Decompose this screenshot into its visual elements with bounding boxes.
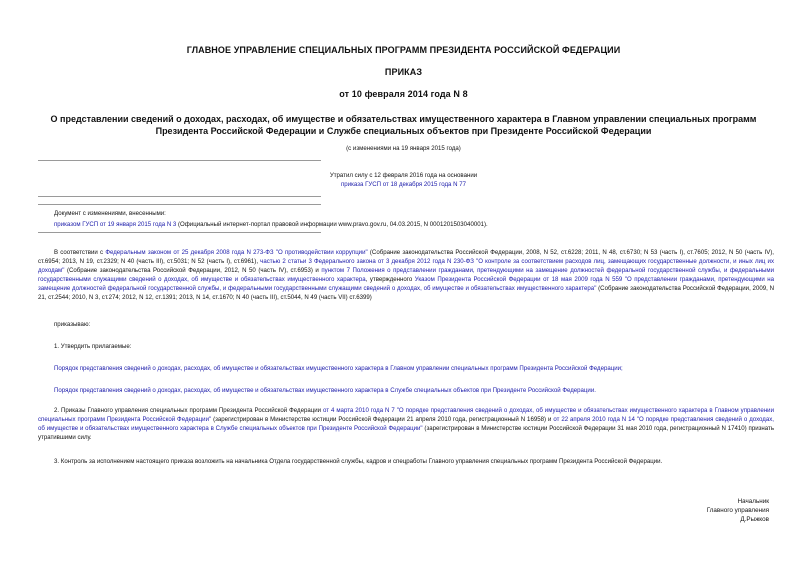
void-text: Утратил силу с 12 февраля 2016 года на основании — [329, 172, 478, 179]
preamble-text: (Собрание законодательства Российской Федерации, 2012, N 50 (часть IV), ст.6953) и — [64, 266, 322, 274]
preamble-text: (Собрание законодательства Российской Федерации, 2009, N 21, ст.2544; 2010, N 3, ст.274; 2012, N 12, ст.1391; 2013, N 14, ст.1670; N 40 (часть III), ст.5044, N 49 (часть VII) ст.6399) — [38, 284, 774, 301]
preamble-link-230fz[interactable]: частью 2 статьи 3 Федерального закона от 3 декабря 2012 года N 230-ФЗ "О контроле за соответствием расходов лиц, замещающих государственные должности, и иных лиц их доходам" — [38, 257, 774, 274]
preamble-text: , утвержденного — [365, 275, 415, 283]
signature-block — [707, 497, 769, 524]
signature-position: Начальник — [737, 498, 769, 505]
edition-note: (с изменениями на 19 января 2015 года) — [346, 145, 461, 152]
preamble — [38, 249, 774, 302]
preamble-link-regulation[interactable]: пунктом 7 Положения о представлении гражданами, претендующими на замещение должностей федеральной государственной службы, и федеральными государственными служащими сведений о доходах, об имуществе и обязательствах имущественного характера — [38, 266, 774, 283]
item-3: 3. Контроль за исполнением настоящего приказа возложить на начальника Отдела государственной службы, кадров и спецработы Главного управления специальных программ Президента Российской Федерации. — [54, 458, 663, 465]
doc-date: от 10 февраля 2014 года N 8 — [339, 89, 468, 99]
doc-type: ПРИКАЗ — [384, 67, 423, 77]
divider — [38, 196, 321, 197]
changes-intro: Документ с изменениями, внесенными: — [54, 210, 166, 217]
item-2-text: (зарегистрирован в Министерстве юстиции Российской Федерации 31 мая 2010 года, регистрационный N 17410) признать утратившими силу. — [38, 424, 775, 441]
signature-name: Д.Рыжков — [740, 516, 769, 523]
preamble-link-decree-559[interactable]: Указом Президента Российской Федерации от 18 мая 2009 года N 559 "О представлении гражданами, претендующими на замещение должностей федеральной государственной службы, и федеральными государственными служащими сведений о доходах, об имуществе и обязательствах имущественного характера" — [38, 275, 775, 292]
changes-link[interactable]: приказом ГУСП от 19 января 2015 года N 3 — [54, 221, 177, 228]
preamble-text: В соответствии с — [54, 249, 106, 256]
item-2-text: (зарегистрирован в Министерстве юстиции Российской Федерации 21 апреля 2010 года, регистрационный N 16958) и — [211, 415, 554, 423]
divider — [38, 160, 321, 161]
doc-title-line2: Президента Российской Федерации и Службе специальных объектов при Президенте Российской Федерации — [155, 126, 652, 136]
item-2-text: 2. Приказы Главного управления специальных программ Президента Российской Федерации — [54, 407, 324, 414]
item-2-link-order-14[interactable]: от 22 апреля 2010 года N 14 "О порядке представления сведений о доходах, об имуществе и обязательствах имущественного характера в Службе специальных объектов при Президенте Российской Федерации" — [38, 415, 774, 432]
void-box — [0, 172, 807, 189]
preamble-link-273fz[interactable]: Федеральным законом от 25 декабря 2008 года N 273-ФЗ "О противодействии коррупции" — [105, 249, 368, 256]
preamble-text: (Собрание законодательства Российской Федерации, 2008, N 52, ст.6228; 2011, N 48, ст.6730; N 53 (часть I), ст.7605; 2012, N 50 (часть IV), ст.6954; 2013, N 19, ст.2329; N 40 (часть III), ст.5031; N 52 (часть I), ст.6961), — [38, 249, 774, 265]
divider — [38, 204, 321, 205]
doc-title — [0, 113, 807, 137]
order-word: приказываю: — [54, 321, 91, 328]
approved-procedure-sso-link[interactable]: Порядок представления сведений о доходах, расходах, об имуществе и обязательствах имущественного характера в Службе специальных объектов при Президенте Российской Федерации. — [54, 387, 596, 394]
signature-org: Главного управления — [706, 507, 769, 514]
divider — [38, 232, 321, 233]
item-2-link-order-7[interactable]: от 4 марта 2010 года N 7 "О порядке представления сведений о доходах, об имуществе и обязательствах имущественного характера в Главном управлении специальных программ Президента Российской Федерации" — [38, 407, 774, 423]
doc-title-line1: О представлении сведений о доходах, расходах, об имуществе и обязательствах имущественного характера в Главном управлении специальных программ — [50, 114, 757, 124]
approved-procedure-gusp-link[interactable]: Порядок представления сведений о доходах, расходах, об имуществе и обязательствах имущественного характера в Главном управлении специальных программ Президента Российской Федерации; — [54, 365, 623, 372]
item-1: 1. Утвердить прилагаемые: — [54, 343, 132, 350]
org-heading: ГЛАВНОЕ УПРАВЛЕНИЕ СПЕЦИАЛЬНЫХ ПРОГРАММ ПРЕЗИДЕНТА РОССИЙСКОЙ ФЕДЕРАЦИИ — [186, 45, 621, 55]
changes-line — [54, 221, 488, 230]
void-link[interactable]: приказа ГУСП от 18 декабря 2015 года N 77 — [341, 180, 466, 188]
item-2 — [38, 407, 774, 443]
changes-tail: (Официальный интернет-портал правовой информации www.pravo.gov.ru, 04.03.2015, N 0001201503040001). — [176, 221, 488, 228]
